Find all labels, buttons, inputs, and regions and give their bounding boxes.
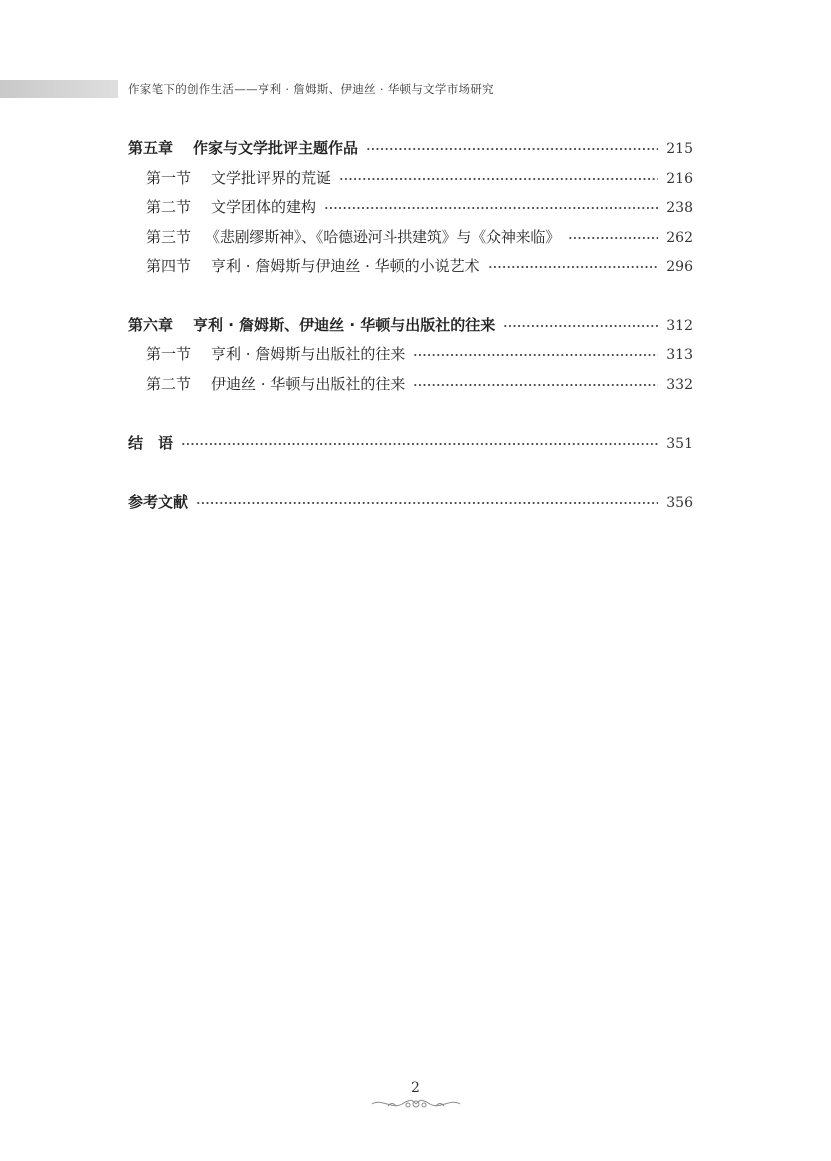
toc-entry-section-5-2[interactable] (146, 195, 693, 219)
running-head: 作家笔下的创作生活——亨利 · 詹姆斯、伊迪丝 · 华顿与文学市场研究 (128, 82, 494, 96)
toc-entry-references[interactable] (128, 490, 693, 514)
dot-leader (196, 500, 658, 506)
toc-section-number: 第二节 (146, 198, 192, 216)
toc-chapter-title: 结 语 (128, 434, 174, 452)
toc-page-number: 262 (666, 230, 693, 246)
header-bar (0, 80, 118, 98)
toc-entry-section-5-1[interactable] (146, 166, 693, 190)
toc-section-number: 第四节 (146, 257, 192, 275)
toc-page-number: 356 (666, 495, 693, 511)
toc-section-number: 第二节 (146, 375, 192, 393)
toc-entry-conclusion[interactable] (128, 431, 693, 455)
toc-chapter-title: 参考文献 (128, 493, 189, 511)
dot-leader (339, 176, 658, 182)
toc-page-number: 216 (666, 171, 693, 187)
toc-page-number: 313 (666, 347, 693, 363)
toc-entry-section-6-2[interactable] (146, 372, 693, 396)
toc-page-number: 332 (666, 377, 693, 393)
dot-leader (366, 146, 658, 152)
toc-page-number: 296 (666, 259, 693, 275)
ornament-icon (368, 1096, 464, 1116)
toc-entry-chapter-6[interactable] (128, 313, 693, 337)
toc-section-title: 《悲剧缪斯神》、《哈德逊河斗拱建筑》与《众神来临》 (205, 228, 561, 246)
toc-page-number: 215 (666, 141, 693, 157)
toc-page-number: 238 (666, 200, 693, 216)
toc-entry-chapter-5[interactable] (128, 136, 693, 160)
toc-section-title: 文学批评界的荒诞 (211, 169, 332, 187)
toc-section-title: 伊迪丝 · 华顿与出版社的往来 (211, 375, 406, 393)
toc-section-title: 亨利 · 詹姆斯与伊迪丝 · 华顿的小说艺术 (211, 257, 480, 275)
toc-section-number: 第三节 (146, 228, 192, 246)
toc-entry-section-5-3[interactable] (146, 225, 693, 249)
toc-chapter-number: 第六章 (128, 316, 174, 334)
toc-section-number: 第一节 (146, 345, 192, 363)
toc-section-title: 亨利 · 詹姆斯与出版社的往来 (211, 345, 406, 363)
dot-leader (503, 323, 658, 329)
dot-leader (324, 205, 658, 211)
toc-entry-section-5-4[interactable] (146, 254, 693, 278)
toc-section-number: 第一节 (146, 169, 192, 187)
page-number: 2 (411, 1080, 420, 1096)
toc-chapter-number: 第五章 (128, 139, 174, 157)
toc-entry-section-6-1[interactable] (146, 342, 693, 366)
toc-page-number: 312 (666, 318, 693, 334)
toc-section-title: 文学团体的建构 (211, 198, 317, 216)
toc-chapter-title: 亨利 · 詹姆斯、伊迪丝 · 华顿与出版社的往来 (193, 316, 496, 334)
toc-chapter-title: 作家与文学批评主题作品 (193, 139, 359, 157)
dot-leader (413, 382, 658, 388)
toc-page-number: 351 (666, 436, 693, 452)
dot-leader (568, 235, 658, 241)
dot-leader (413, 352, 658, 358)
dot-leader (181, 441, 658, 447)
dot-leader (488, 264, 659, 270)
